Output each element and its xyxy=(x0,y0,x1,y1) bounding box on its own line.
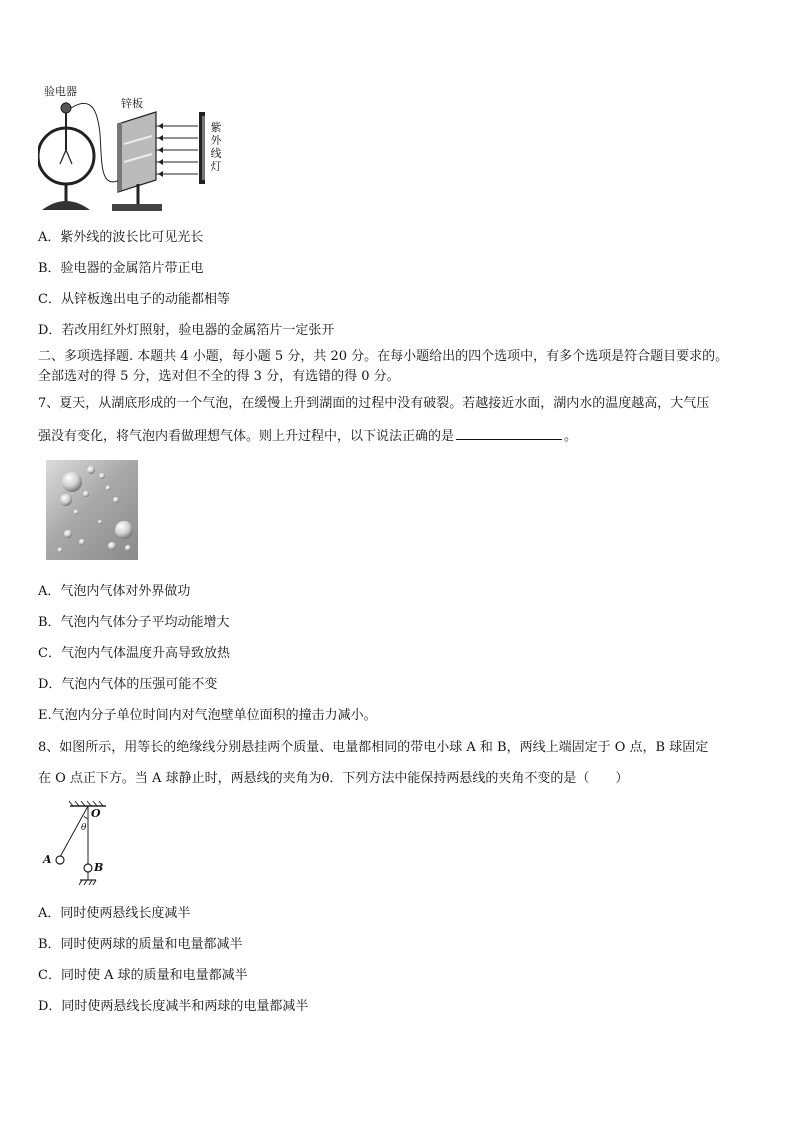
theta-label: θ xyxy=(81,823,87,833)
q7-stem-2-text: 强没有变化，将气泡内看做理想气体。则上升过程中，以下说法正确的是 xyxy=(38,429,455,444)
point-o-label: O xyxy=(91,807,101,820)
q8-stem-1: 8、如图所示，用等长的绝缘线分别悬挂两个质量、电量都相同的带电小球 A 和 B，两线上端固定于 O 点，B 球固定 xyxy=(38,740,709,755)
zinc-plate-label: 锌板 xyxy=(121,97,143,110)
q8-option-b: B．同时使两球的质量和电量都减半 xyxy=(38,937,243,952)
q8-option-d: D．同时使两悬线长度减半和两球的电量都减半 xyxy=(38,999,309,1014)
electroscope-diagram xyxy=(38,84,238,216)
uv-lamp-label-2: 外 xyxy=(210,134,222,147)
q6-option-c: C．从锌板逸出电子的动能都相等 xyxy=(38,292,230,307)
ball-b-label: B xyxy=(94,861,104,874)
q7-option-a: A．气泡内气体对外界做功 xyxy=(38,584,191,599)
section2-instruction-2: 全部选对的得 5 分，选对但不全的得 3 分，有选错的得 0 分。 xyxy=(38,369,400,384)
bubbles-image xyxy=(46,460,138,560)
q7-stem-2-end: 。 xyxy=(564,429,578,444)
q7-option-e: E.气泡内分子单位时间内对气泡壁单位面积的撞击力减小。 xyxy=(38,708,377,723)
uv-lamp-label-4: 灯 xyxy=(210,160,222,173)
ball-a-label: A xyxy=(43,853,52,866)
q7-option-c: C．气泡内气体温度升高导致放热 xyxy=(38,646,230,661)
q6-option-a: A．紫外线的波长比可见光长 xyxy=(38,230,204,245)
q7-option-b: B．气泡内气体分子平均动能增大 xyxy=(38,615,230,630)
bubbles-drawing xyxy=(46,460,138,560)
electroscope-label: 验电器 xyxy=(44,85,77,98)
q7-answer-blank xyxy=(456,427,562,440)
uv-lamp-label-3: 线 xyxy=(210,147,222,160)
q7-stem-1: 7、夏天，从湖底形成的一个气泡，在缓慢上升到湖面的过程中没有破裂。若越接近水面，湖内水的温度越高，大气压 xyxy=(38,396,710,411)
electroscope-figure xyxy=(38,84,238,216)
q8-option-a: A．同时使两悬线长度减半 xyxy=(38,906,191,921)
q6-option-b: B．验电器的金属箔片带正电 xyxy=(38,261,204,276)
q8-option-c: C．同时使 A 球的质量和电量都减半 xyxy=(38,968,248,983)
uv-lamp-label-1: 紫 xyxy=(210,121,222,134)
q7-option-d: D．气泡内气体的压强可能不变 xyxy=(38,677,218,692)
q7-stem-2 xyxy=(38,427,577,445)
q6-option-d: D．若改用红外灯照射，验电器的金属箔片一定张开 xyxy=(38,323,335,338)
section2-instruction-1: 二、多项选择题. 本题共 4 小题，每小题 5 分，共 20 分。在每小题给出的四个选项中，有多个选项是符合题目要求的。 xyxy=(38,349,729,364)
pendulum-figure xyxy=(40,800,110,892)
q8-stem-2: 在 O 点正下方。当 A 球静止时，两悬线的夹角为θ．下列方法中能保持两悬线的夹角不变的是（ ） xyxy=(38,771,629,786)
